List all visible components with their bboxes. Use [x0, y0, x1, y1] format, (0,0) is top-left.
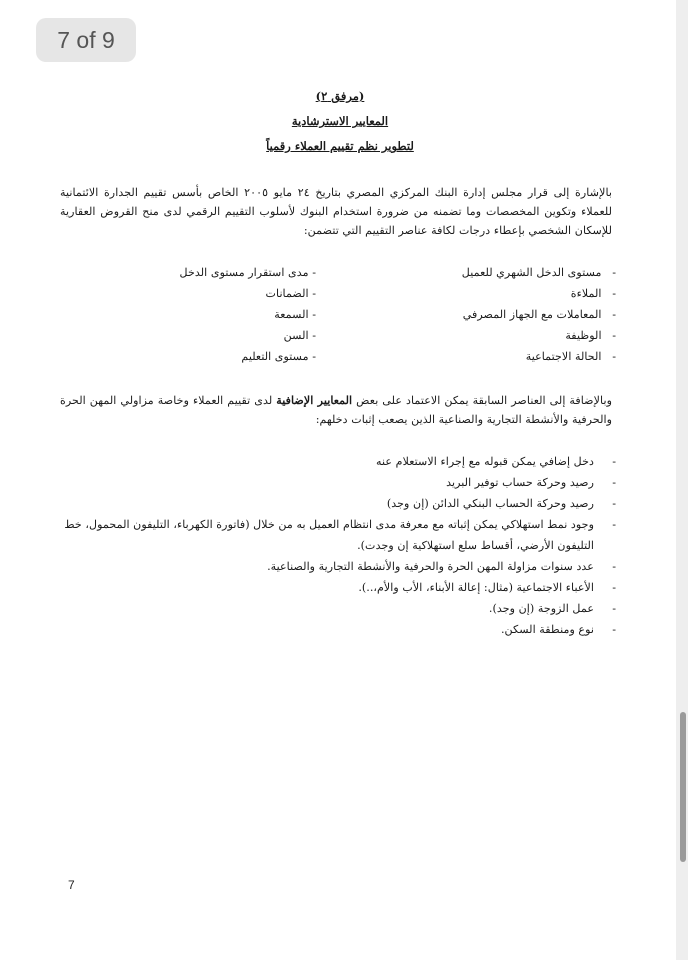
criteria-item: - السمعة — [76, 304, 316, 325]
criteria-item: - مدى استقرار مستوى الدخل — [76, 262, 316, 283]
criteria-item: - الحالة الاجتماعية — [316, 346, 616, 367]
criteria-item: - الملاءة — [316, 283, 616, 304]
vertical-scrollbar[interactable] — [676, 0, 688, 960]
page-indicator: 7 of 9 — [36, 18, 136, 62]
additional-criteria-item: - الأعباء الاجتماعية (مثال: إعالة الأبناء، الأب والأم،..). — [60, 577, 620, 598]
criteria-columns — [60, 262, 620, 367]
page-number: 7 — [68, 878, 75, 892]
document-subtitle-1: المعايير الاسترشادية — [291, 114, 389, 128]
criteria-item: - مستوى التعليم — [76, 346, 316, 367]
additional-criteria-item: - رصيد وحركة حساب توفير البريد — [60, 472, 620, 493]
additional-intro-text: وبالإضافة إلى العناصر السابقة يمكن الاعتماد على بعض — [352, 394, 612, 407]
criteria-item: - المعاملات مع الجهاز المصرفي — [316, 304, 616, 325]
document-subtitle-2: لتطوير نظم تقييم العملاء رقمياً — [266, 139, 414, 153]
additional-criteria-list — [60, 451, 620, 640]
additional-criteria-item: - رصيد وحركة الحساب البنكي الدائن (إن وجد) — [60, 493, 620, 514]
criteria-item: - مستوى الدخل الشهري للعميل — [316, 262, 616, 283]
additional-criteria-item: - نوع ومنطقة السكن. — [60, 619, 620, 640]
additional-intro-continuation: لدى تقييم العملاء وخاصة مزاولي المهن الحرة والحرفية والأنشطة التجارية والصناعية الذين يصعب إثبات دخلهم: — [60, 394, 612, 426]
criteria-item: - السن — [76, 325, 316, 346]
additional-criteria-item: - دخل إضافي يمكن قبوله مع إجراء الاستعلام عنه — [60, 451, 620, 472]
scrollbar-thumb[interactable] — [680, 712, 686, 862]
criteria-item: - الضمانات — [76, 283, 316, 304]
criteria-item: - الوظيفة — [316, 325, 616, 346]
criteria-list-right — [316, 262, 620, 367]
additional-criteria-item: - عدد سنوات مزاولة المهن الحرة والحرفية والأنشطة التجارية والصناعية. — [60, 556, 620, 577]
document-body — [60, 84, 620, 640]
annex-title: (مرفق ٢) — [315, 89, 365, 103]
additional-criteria-emphasis: المعايير الإضافية — [276, 393, 353, 407]
criteria-list-left — [76, 262, 316, 367]
intro-paragraph: بالإشارة إلى قرار مجلس إدارة البنك المركزي المصري بتاريخ ٢٤ مايو ٢٠٠٥ الخاص بأسس تقييم الجدارة الائتمانية للعملاء وتكوين المخصصات وما تضمنه من ضرورة استخدام البنوك لأسلوب التقييم الرقمي لدى منح القروض العقارية للإسكان الشخصي بإعطاء درجات لكافة عناصر التقييم التي تتضمن: — [60, 186, 612, 237]
document-heading — [60, 84, 620, 159]
additional-criteria-paragraph — [60, 391, 620, 429]
additional-criteria-item: - عمل الزوجة (إن وجد). — [60, 598, 620, 619]
additional-criteria-item: - وجود نمط استهلاكي يمكن إثباته مع معرفة مدى انتظام العميل به من خلال (فاتورة الكهرباء، التليفون المحمول، خط التليفون الأرضي، أقساط سلع استهلاكية إن وجدت). — [60, 514, 620, 556]
